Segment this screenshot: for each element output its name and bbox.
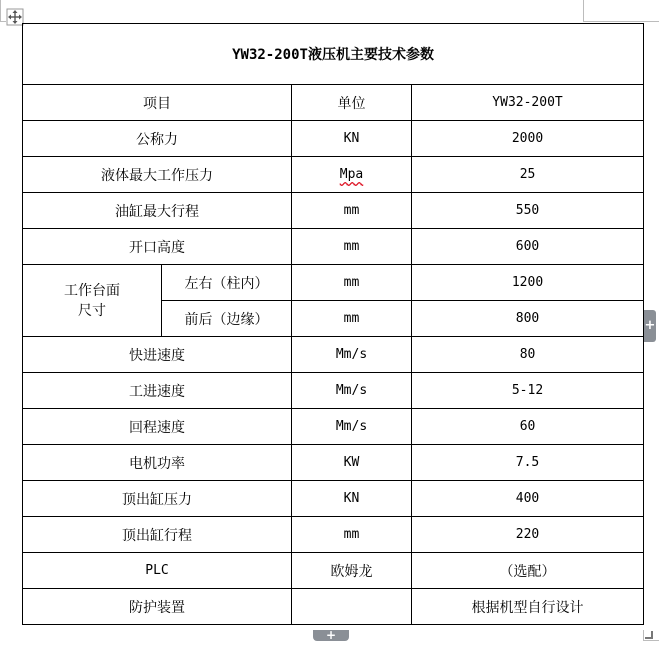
header-item: 项目 <box>23 85 292 121</box>
table-row <box>23 445 644 481</box>
cell-value: 400 <box>412 481 644 517</box>
cell-unit: 欧姆龙 <box>292 553 412 589</box>
cell-item: 顶出缸行程 <box>23 517 292 553</box>
cell-value: 80 <box>412 337 644 373</box>
table-row <box>23 589 644 625</box>
cell-item: 开口高度 <box>23 229 292 265</box>
cell-item: 电机功率 <box>23 445 292 481</box>
cell-item: 左右（柱内） <box>162 265 292 301</box>
cell-unit: Mm/s <box>292 409 412 445</box>
table-row <box>23 373 644 409</box>
cell-unit: mm <box>292 229 412 265</box>
cell-unit: Mm/s <box>292 337 412 373</box>
cell-unit: KN <box>292 121 412 157</box>
table-row <box>23 229 644 265</box>
tech-params-table <box>22 23 644 625</box>
table-resize-handle-icon[interactable] <box>645 631 653 639</box>
cell-item: 顶出缸压力 <box>23 481 292 517</box>
header-unit: 单位 <box>292 85 412 121</box>
table-row <box>23 193 644 229</box>
cell-value: 60 <box>412 409 644 445</box>
cell-item: 回程速度 <box>23 409 292 445</box>
cell-unit: mm <box>292 301 412 337</box>
table-size-label-line1: 工作台面 <box>64 282 120 299</box>
table-row <box>23 157 644 193</box>
cell-item: PLC <box>23 553 292 589</box>
cell-value: 600 <box>412 229 644 265</box>
table-row <box>23 517 644 553</box>
cell-unit: mm <box>292 265 412 301</box>
cell-value: 7.5 <box>412 445 644 481</box>
cell-value: 25 <box>412 157 644 193</box>
margin-guide-top-right-h <box>583 21 659 22</box>
add-row-button[interactable]: + <box>313 630 349 641</box>
table-header-row <box>23 85 644 121</box>
cell-item: 前后（边缘） <box>162 301 292 337</box>
cell-item: 防护装置 <box>23 589 292 625</box>
cell-unit <box>292 157 412 193</box>
header-model: YW32-200T <box>412 85 644 121</box>
cell-item: 工进速度 <box>23 373 292 409</box>
margin-guide-bottom-right-h <box>643 640 659 641</box>
cell-item: 快进速度 <box>23 337 292 373</box>
cell-value: 2000 <box>412 121 644 157</box>
table-row <box>23 481 644 517</box>
cell-value: （选配） <box>412 553 644 589</box>
add-column-button[interactable]: + <box>644 310 656 342</box>
cell-value: 550 <box>412 193 644 229</box>
cell-unit: KW <box>292 445 412 481</box>
cell-unit <box>292 589 412 625</box>
table-title-row <box>23 24 644 85</box>
cell-item: 油缸最大行程 <box>23 193 292 229</box>
cell-value: 5-12 <box>412 373 644 409</box>
table-size-label-line2: 尺寸 <box>78 302 106 319</box>
spellcheck-flagged-text: Mpa <box>339 167 364 182</box>
cell-table-size-label <box>23 265 162 337</box>
cell-unit: mm <box>292 517 412 553</box>
cell-value: 220 <box>412 517 644 553</box>
cell-value: 根据机型自行设计 <box>412 589 644 625</box>
margin-guide-top-right <box>583 0 584 22</box>
table-row <box>23 121 644 157</box>
cell-unit: Mm/s <box>292 373 412 409</box>
margin-guide-top-left <box>0 0 1 22</box>
cell-value: 800 <box>412 301 644 337</box>
table-row <box>23 337 644 373</box>
cell-value: 1200 <box>412 265 644 301</box>
cell-unit: KN <box>292 481 412 517</box>
cell-item: 液体最大工作压力 <box>23 157 292 193</box>
table-title: YW32-200T液压机主要技术参数 <box>23 24 644 85</box>
table-row <box>23 553 644 589</box>
cell-unit: mm <box>292 193 412 229</box>
margin-guide-bottom-right-v <box>643 630 644 641</box>
table-row <box>23 265 644 301</box>
table-row <box>23 409 644 445</box>
cell-item: 公称力 <box>23 121 292 157</box>
